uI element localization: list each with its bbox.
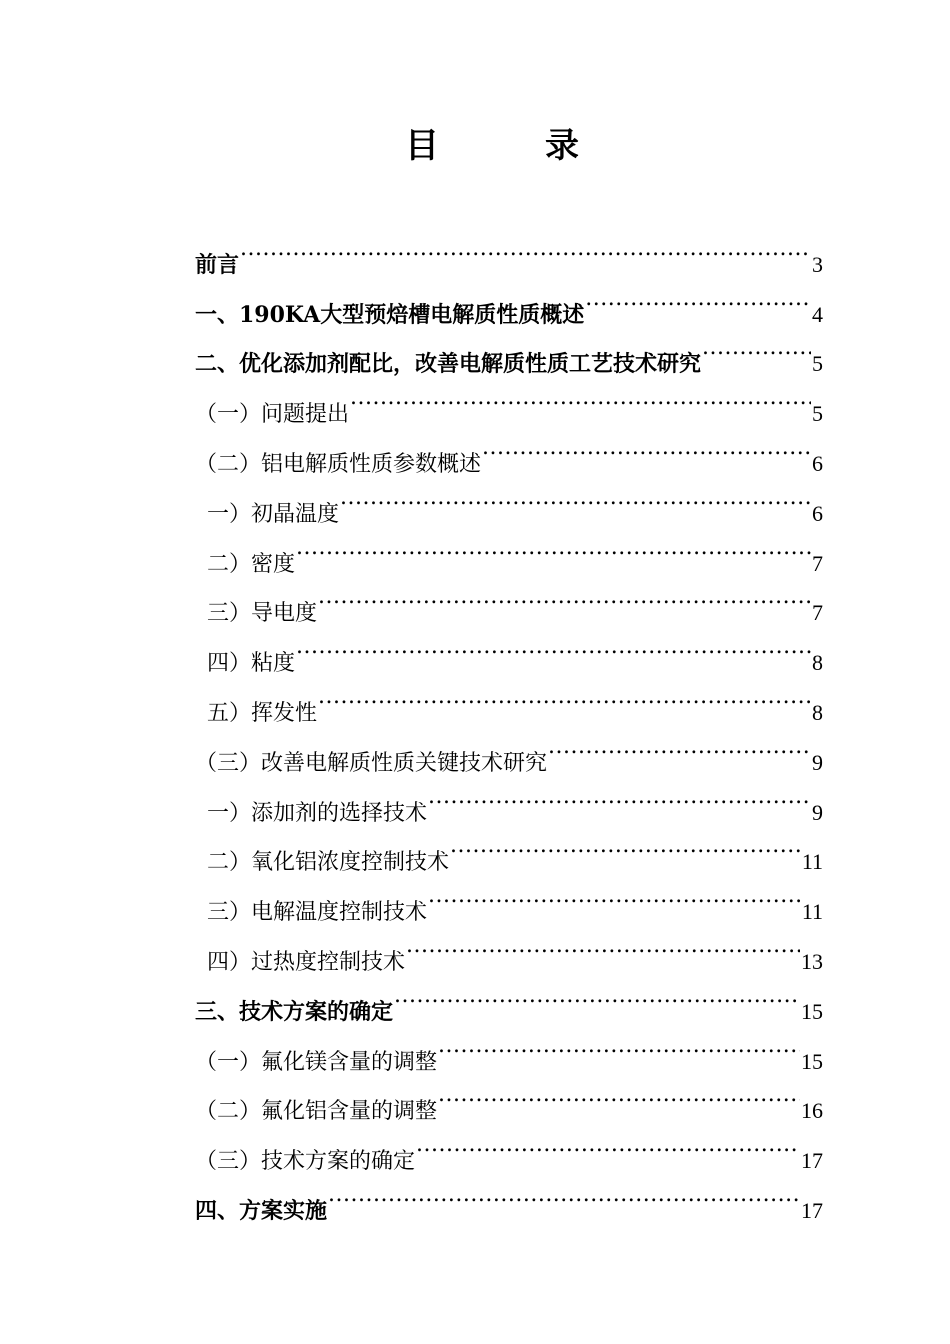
table-of-contents: [195, 222, 823, 1224]
toc-leader-dots: [482, 421, 811, 471]
toc-page-number: 11: [801, 849, 823, 875]
toc-leader-dots: [318, 571, 811, 621]
toc-entry-text: 四）粘度: [207, 651, 296, 677]
toc-page-number: 15: [801, 1048, 823, 1074]
toc-leader-dots: [416, 1118, 800, 1168]
toc-leader-dots: [438, 1069, 800, 1119]
toc-page-number: 6: [812, 500, 823, 526]
toc-entry[interactable]: [195, 272, 823, 328]
toc-page-number: 7: [812, 550, 823, 576]
toc-leader-dots: [702, 322, 811, 372]
toc-page-number: 13: [801, 948, 823, 974]
toc-entry-text: 三）电解温度控制技术: [207, 900, 428, 926]
toc-entry-text: 二）密度: [207, 551, 296, 577]
toc-entry-text: （三）技术方案的确定: [195, 1149, 416, 1175]
toc-leader-dots: [428, 869, 801, 919]
toc-entry-text: 四）过热度控制技术: [207, 949, 406, 975]
toc-leader-dots: [548, 720, 811, 770]
toc-page-number: 3: [812, 251, 823, 277]
toc-page-number: 7: [812, 600, 823, 626]
toc-leader-dots: [328, 1168, 800, 1218]
toc-entry-text: 一）添加剂的选择技术: [207, 800, 428, 826]
toc-leader-dots: [406, 919, 800, 969]
toc-leader-dots: [450, 820, 801, 870]
toc-entry-text: （二）铝电解质性质参数概述: [195, 451, 482, 477]
toc-page-number: 9: [812, 799, 823, 825]
toc-page-number: 8: [812, 699, 823, 725]
toc-leader-dots: [394, 969, 800, 1019]
toc-leader-dots: [585, 272, 811, 322]
toc-entry-text: 五）挥发性: [207, 700, 318, 726]
toc-page-number: 6: [812, 450, 823, 476]
toc-entry-text: 一、190KA大型预焙槽电解质性质概述: [195, 301, 585, 328]
toc-entry-text: （一）问题提出: [195, 402, 350, 428]
toc-leader-dots: [340, 471, 811, 521]
toc-page-number: 17: [801, 1148, 823, 1174]
toc-leader-dots: [438, 1019, 800, 1069]
toc-page-number: 15: [801, 998, 823, 1024]
toc-page-number: 9: [812, 749, 823, 775]
toc-entry-text: 前言: [195, 251, 240, 278]
toc-entry-text: 二、优化添加剂配比，改善电解质性质工艺技术研究: [195, 351, 702, 378]
toc-leader-dots: [318, 670, 811, 720]
toc-leader-dots: [350, 371, 811, 421]
toc-entry-text: 三）导电度: [207, 601, 318, 627]
toc-leader-dots: [240, 222, 811, 272]
toc-entry-text: 二）氧化铝浓度控制技术: [207, 850, 450, 876]
toc-entry-text: 三、技术方案的确定: [195, 998, 394, 1025]
toc-page-number: 5: [812, 351, 823, 377]
toc-page-number: 5: [812, 401, 823, 427]
toc-entry[interactable]: [195, 222, 823, 278]
toc-entry-text: 一）初晶温度: [207, 501, 340, 527]
page-title: 目 录: [405, 126, 615, 166]
toc-page-number: 16: [801, 1098, 823, 1124]
toc-entry-text: 四、方案实施: [195, 1197, 328, 1224]
toc-entry-text: （一）氟化镁含量的调整: [195, 1049, 438, 1075]
toc-entry-text: （二）氟化铝含量的调整: [195, 1099, 438, 1125]
toc-leader-dots: [296, 620, 811, 670]
toc-leader-dots: [428, 770, 811, 820]
toc-page-number: 4: [812, 301, 823, 327]
toc-page-number: 8: [812, 650, 823, 676]
toc-entry-text: （三）改善电解质性质关键技术研究: [195, 750, 548, 776]
toc-leader-dots: [296, 521, 811, 571]
toc-page-number: 17: [801, 1197, 823, 1223]
toc-page-number: 11: [801, 899, 823, 925]
